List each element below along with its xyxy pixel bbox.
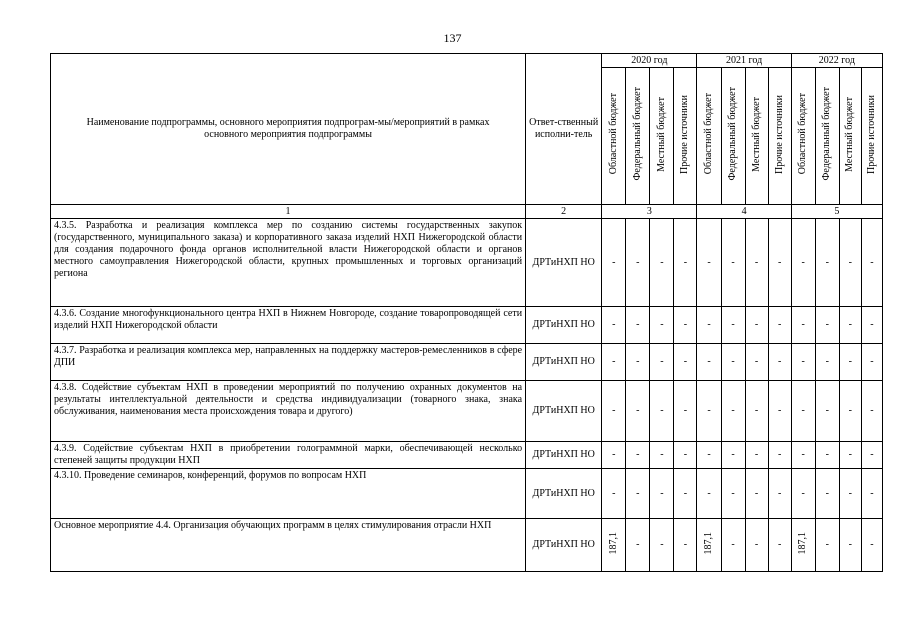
- funding-value-cell: [674, 469, 697, 519]
- funding-value: -: [636, 256, 640, 268]
- funding-value-cell: [815, 344, 839, 381]
- funding-value-cell: [791, 469, 815, 519]
- funding-value: -: [870, 356, 874, 367]
- funding-value: -: [731, 539, 735, 550]
- source-header-label: Прочие источники: [679, 94, 691, 174]
- funding-value: -: [683, 449, 688, 460]
- funding-value: -: [636, 539, 640, 550]
- funding-value-cell: [791, 344, 815, 381]
- funding-value-cell: [861, 519, 882, 572]
- year-2022-header: 2022 год: [791, 54, 882, 68]
- funding-value: -: [612, 256, 616, 268]
- funding-value: -: [707, 487, 711, 499]
- funding-value: -: [870, 256, 874, 268]
- funding-value: -: [870, 487, 874, 499]
- funding-value-cell: [745, 219, 768, 307]
- column-number: 4: [697, 205, 791, 219]
- executor-cell: ДРТиНХП НО: [526, 519, 602, 572]
- funding-value: -: [825, 539, 829, 550]
- activity-name: 4.3.6. Создание многофункционального центра НХП в Нижнем Новгороде, создание товаропроводящей сети изделий НХП Нижегородской области: [51, 307, 526, 344]
- funding-value-cell: [721, 442, 745, 469]
- funding-value-cell: [721, 344, 745, 381]
- funding-value: -: [848, 449, 852, 460]
- table-row: [51, 307, 883, 344]
- funding-value-cell: [861, 344, 882, 381]
- table-row: [51, 381, 883, 442]
- program-table: [50, 53, 883, 572]
- funding-value: -: [870, 405, 874, 416]
- funding-value: -: [870, 319, 874, 330]
- source-header-cell: [861, 68, 882, 205]
- funding-value: -: [731, 487, 735, 499]
- source-header-label: Местный бюджет: [750, 96, 762, 172]
- executor-column-header: Ответ-ственный исполни-тель: [526, 54, 602, 205]
- funding-value: -: [777, 487, 782, 499]
- funding-value: -: [707, 256, 711, 268]
- funding-value: -: [683, 256, 688, 268]
- funding-value: -: [825, 449, 829, 460]
- funding-value-cell: [815, 307, 839, 344]
- funding-value: -: [777, 449, 782, 460]
- table-row: [51, 442, 883, 469]
- funding-value-cell: [791, 519, 815, 572]
- funding-value-cell: [602, 469, 626, 519]
- funding-value-cell: [745, 519, 768, 572]
- table-row: [51, 219, 883, 307]
- activity-name: 4.3.10. Проведение семинаров, конференций, форумов по вопросам НХП: [51, 469, 526, 519]
- table-row: [51, 519, 883, 572]
- funding-value: -: [731, 449, 735, 460]
- funding-value-cell: [791, 381, 815, 442]
- funding-value: -: [707, 356, 711, 367]
- funding-value: 187,1: [607, 531, 619, 555]
- funding-value: -: [660, 319, 664, 330]
- funding-value: -: [848, 487, 852, 499]
- funding-value-cell: [815, 219, 839, 307]
- funding-value-cell: [745, 307, 768, 344]
- funding-value-cell: [768, 344, 791, 381]
- activity-name: 4.3.5. Разработка и реализация комплекса мер по созданию системы государственных закупок (государственного, муниципального заказа) и корпоративного заказа изделий НХП Нижегородской области для создания подарочного фонда органов исполнительной власти Нижегородской области и органов местного самоуправления Нижегородской области, крупных промышленных и торговых организаций региона: [51, 219, 526, 307]
- activity-name: Основное мероприятие 4.4. Организация обучающих программ в целях стимулирования отрасли НХП: [51, 519, 526, 572]
- source-header-label: Областной бюджет: [702, 93, 714, 175]
- executor-cell: ДРТиНХП НО: [526, 442, 602, 469]
- funding-value: -: [848, 405, 852, 416]
- funding-value-cell: [768, 469, 791, 519]
- source-header-label: Федеральный бюджет: [727, 87, 739, 181]
- source-header-label: Прочие источники: [773, 94, 785, 174]
- year-2020-header: 2020 год: [602, 54, 697, 68]
- numbering-row: [51, 205, 883, 219]
- funding-value: -: [801, 319, 805, 330]
- funding-value: -: [848, 319, 852, 330]
- funding-value: -: [754, 356, 759, 367]
- funding-value: -: [707, 319, 711, 330]
- funding-value: -: [731, 256, 735, 268]
- funding-value: -: [707, 405, 711, 416]
- funding-value-cell: [674, 381, 697, 442]
- funding-value-cell: [815, 519, 839, 572]
- funding-value-cell: [815, 381, 839, 442]
- funding-value: -: [777, 256, 782, 268]
- funding-value-cell: [839, 469, 861, 519]
- funding-value: -: [612, 487, 616, 499]
- funding-value: -: [683, 539, 688, 550]
- table-row: [51, 469, 883, 519]
- funding-value-cell: [697, 307, 721, 344]
- funding-value-cell: [697, 519, 721, 572]
- funding-value: -: [754, 487, 759, 499]
- source-header-cell: [626, 68, 650, 205]
- funding-value: -: [754, 256, 759, 268]
- funding-value: -: [848, 256, 852, 268]
- funding-value: -: [636, 356, 640, 367]
- funding-value-cell: [839, 344, 861, 381]
- funding-value-cell: [674, 307, 697, 344]
- funding-value-cell: [697, 469, 721, 519]
- funding-value-cell: [861, 442, 882, 469]
- funding-value: -: [731, 405, 735, 416]
- funding-value-cell: [861, 381, 882, 442]
- column-number: 3: [602, 205, 697, 219]
- funding-value: -: [683, 356, 688, 367]
- executor-cell: ДРТиНХП НО: [526, 307, 602, 344]
- source-header-cell: [815, 68, 839, 205]
- funding-value-cell: [626, 469, 650, 519]
- activity-name: 4.3.7. Разработка и реализация комплекса мер, направленных на поддержку мастеров-ремесленников в сфере ДПИ: [51, 344, 526, 381]
- funding-value-cell: [602, 219, 626, 307]
- funding-value-cell: [768, 519, 791, 572]
- source-header-label: Местный бюджет: [844, 96, 856, 172]
- funding-value-cell: [626, 344, 650, 381]
- funding-value-cell: [745, 381, 768, 442]
- funding-value: -: [731, 356, 735, 367]
- funding-value: -: [612, 405, 616, 416]
- funding-value-cell: [839, 442, 861, 469]
- source-header-cell: [839, 68, 861, 205]
- funding-value-cell: [791, 219, 815, 307]
- funding-value: -: [825, 256, 829, 268]
- funding-value-cell: [815, 442, 839, 469]
- funding-value: -: [660, 256, 664, 268]
- funding-value-cell: [626, 442, 650, 469]
- funding-value: -: [636, 319, 640, 330]
- funding-value-cell: [626, 519, 650, 572]
- executor-cell: ДРТиНХП НО: [526, 219, 602, 307]
- source-header-label: Прочие источники: [865, 94, 877, 174]
- page-number: 137: [443, 31, 462, 45]
- funding-value: -: [660, 405, 664, 416]
- funding-value-cell: [721, 519, 745, 572]
- funding-value: -: [683, 405, 688, 416]
- funding-value: -: [660, 449, 664, 460]
- funding-value-cell: [650, 344, 674, 381]
- funding-value-cell: [602, 344, 626, 381]
- funding-value: -: [801, 256, 805, 268]
- executor-cell: ДРТиНХП НО: [526, 381, 602, 442]
- funding-value: -: [825, 319, 829, 330]
- funding-value-cell: [745, 344, 768, 381]
- source-header-label: Областной бюджет: [797, 93, 809, 175]
- year-2021-header: 2021 год: [697, 54, 791, 68]
- funding-value-cell: [674, 219, 697, 307]
- funding-value: -: [683, 319, 688, 330]
- funding-value-cell: [674, 442, 697, 469]
- funding-value: -: [777, 319, 782, 330]
- source-header-cell: [602, 68, 626, 205]
- funding-value: -: [754, 405, 759, 416]
- funding-value: -: [754, 539, 759, 550]
- source-header-label: Федеральный бюджет: [821, 87, 833, 181]
- column-number: 2: [526, 205, 602, 219]
- funding-value: -: [777, 539, 782, 550]
- funding-value: -: [848, 539, 852, 550]
- funding-value: -: [612, 449, 616, 460]
- funding-value: -: [870, 539, 874, 550]
- name-column-header: Наименование подпрограммы, основного мероприятия подпрограм-мы/мероприятий в рамках основного мероприятия подпрограммы: [51, 54, 526, 205]
- table-row: [51, 344, 883, 381]
- funding-value: -: [801, 405, 805, 416]
- column-number: 1: [51, 205, 526, 219]
- table-body: [51, 219, 883, 572]
- funding-value: -: [777, 405, 782, 416]
- funding-value-cell: [602, 442, 626, 469]
- funding-value-cell: [791, 307, 815, 344]
- funding-value: -: [777, 356, 782, 367]
- source-header-cell: [745, 68, 768, 205]
- funding-value: -: [754, 449, 759, 460]
- funding-value-cell: [768, 219, 791, 307]
- funding-value-cell: [697, 344, 721, 381]
- funding-value-cell: [602, 381, 626, 442]
- funding-value-cell: [839, 307, 861, 344]
- funding-value: -: [825, 405, 829, 416]
- source-header-cell: [791, 68, 815, 205]
- funding-value: 187,1: [702, 531, 714, 555]
- funding-value-cell: [745, 442, 768, 469]
- funding-value-cell: [602, 307, 626, 344]
- funding-value-cell: [650, 381, 674, 442]
- funding-value-cell: [861, 307, 882, 344]
- funding-value-cell: [626, 307, 650, 344]
- funding-value: -: [612, 356, 616, 367]
- funding-value-cell: [697, 442, 721, 469]
- funding-value-cell: [839, 219, 861, 307]
- funding-value-cell: [815, 469, 839, 519]
- funding-value: -: [731, 319, 735, 330]
- funding-value-cell: [674, 344, 697, 381]
- executor-cell: ДРТиНХП НО: [526, 344, 602, 381]
- funding-value: -: [660, 487, 664, 499]
- funding-value-cell: [721, 219, 745, 307]
- funding-value: -: [660, 539, 664, 550]
- source-header-cell: [650, 68, 674, 205]
- funding-value-cell: [626, 219, 650, 307]
- funding-value-cell: [839, 381, 861, 442]
- source-header-label: Федеральный бюджет: [631, 87, 643, 181]
- funding-value: -: [636, 487, 640, 499]
- funding-value-cell: [650, 307, 674, 344]
- source-header-cell: [768, 68, 791, 205]
- funding-value: -: [801, 487, 805, 499]
- year-header-row: [51, 54, 883, 68]
- funding-value: -: [870, 449, 874, 460]
- funding-value: -: [683, 487, 688, 499]
- executor-cell: ДРТиНХП НО: [526, 469, 602, 519]
- funding-value-cell: [697, 219, 721, 307]
- funding-value-cell: [697, 381, 721, 442]
- source-header-cell: [674, 68, 697, 205]
- funding-value-cell: [650, 219, 674, 307]
- funding-value-cell: [861, 219, 882, 307]
- funding-value: -: [801, 356, 805, 367]
- source-header-cell: [697, 68, 721, 205]
- source-header-label: Областной бюджет: [607, 93, 619, 175]
- funding-value-cell: [721, 307, 745, 344]
- funding-value: -: [801, 449, 805, 460]
- source-header-label: Местный бюджет: [655, 96, 667, 172]
- funding-value: -: [754, 319, 759, 330]
- funding-value: -: [636, 449, 640, 460]
- funding-value: -: [707, 449, 711, 460]
- funding-value-cell: [768, 307, 791, 344]
- funding-value-cell: [768, 442, 791, 469]
- funding-value-cell: [768, 381, 791, 442]
- funding-value: -: [825, 487, 829, 499]
- funding-value: -: [612, 319, 616, 330]
- funding-value-cell: [745, 469, 768, 519]
- funding-value-cell: [650, 442, 674, 469]
- funding-value-cell: [650, 519, 674, 572]
- funding-value: -: [848, 356, 852, 367]
- funding-value-cell: [861, 469, 882, 519]
- funding-value-cell: [650, 469, 674, 519]
- funding-value-cell: [602, 519, 626, 572]
- funding-value: -: [660, 356, 664, 367]
- funding-value-cell: [791, 442, 815, 469]
- funding-value-cell: [674, 519, 697, 572]
- activity-name: 4.3.9. Содействие субъектам НХП в приобретении голограммной марки, обеспечивающей несколько степеней защиты продукции НХП: [51, 442, 526, 469]
- funding-value-cell: [721, 469, 745, 519]
- funding-value-cell: [839, 519, 861, 572]
- funding-value: 187,1: [797, 531, 809, 555]
- funding-value-cell: [626, 381, 650, 442]
- funding-value: -: [825, 356, 829, 367]
- funding-value-cell: [721, 381, 745, 442]
- column-number: 5: [791, 205, 882, 219]
- source-header-cell: [721, 68, 745, 205]
- funding-value: -: [636, 405, 640, 416]
- activity-name: 4.3.8. Содействие субъектам НХП в проведении мероприятий по получению охранных документов на результаты интеллектуальной деятельности и средства индивидуализации (товарного знака, знака обслуживания, наименования места происхождения товара и другого): [51, 381, 526, 442]
